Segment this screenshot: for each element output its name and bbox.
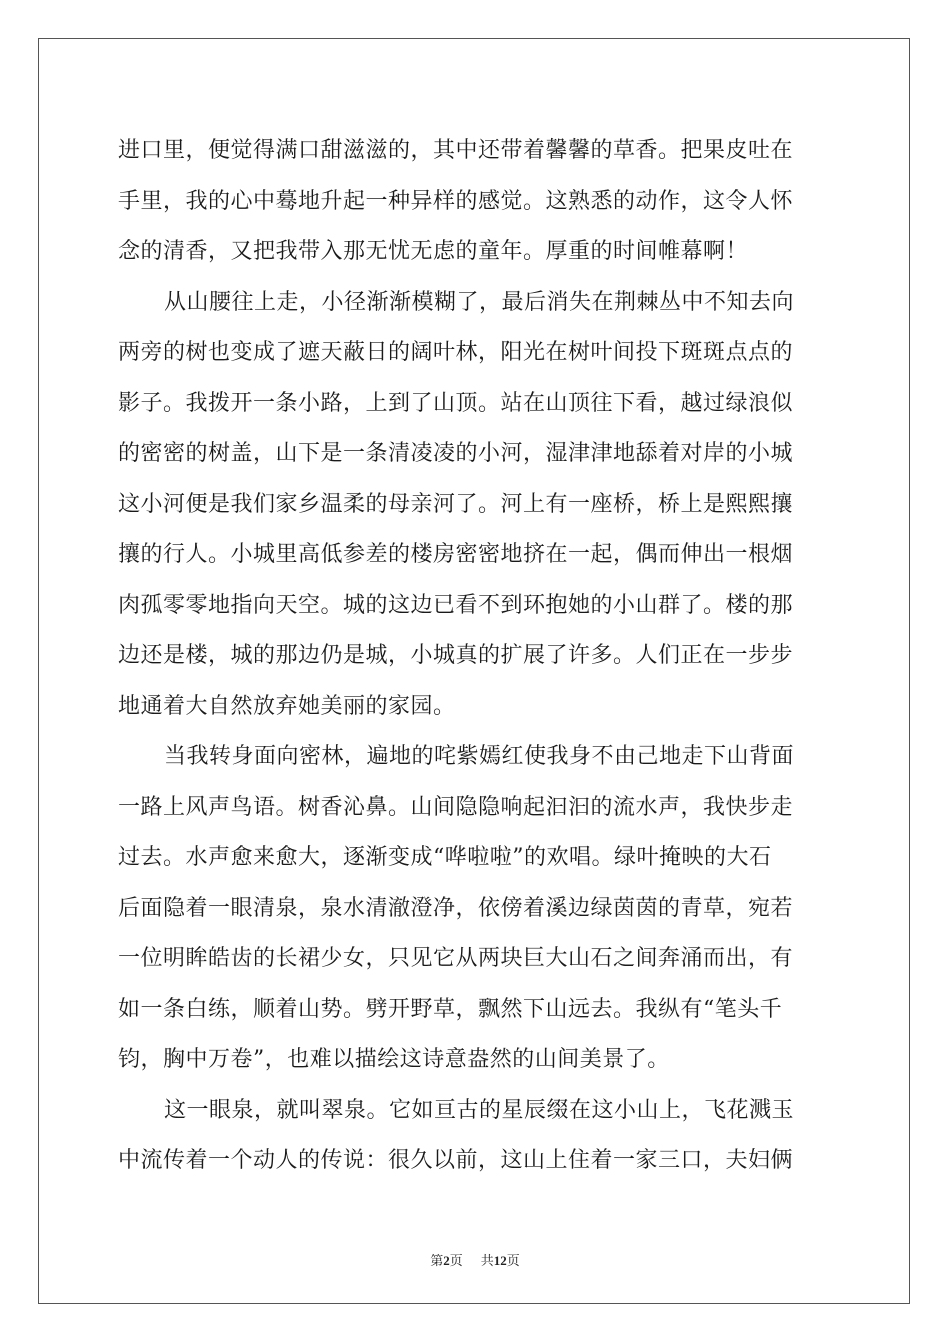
- paragraph-first-line: 从山腰往上走，小径渐渐模糊了，最后消失在荆棘丛中不知去向: [164, 289, 795, 315]
- text-line: 边还是楼，城的那边仍是城，小城真的扩展了许多。人们正在一步步: [118, 643, 794, 668]
- paragraph-first-line: 这一眼泉，就叫翠泉。它如亘古的星辰缀在这小山上，飞花溅玉: [164, 1097, 795, 1123]
- text-line: 两旁的树也变成了遮天蔽日的阔叶林，阳光在树叶间投下斑斑点点的: [118, 340, 794, 365]
- text-line: 这小河便是我们家乡温柔的母亲河了。河上有一座桥，桥上是熙熙攘: [118, 491, 794, 517]
- text-line: 过去。水声愈来愈大，逐渐变成“哗啦啦”的欢唱。绿叶掩映的大石: [118, 845, 772, 870]
- total-suffix: 页: [506, 1253, 520, 1268]
- text-line: 一路上风声鸟语。树香沁鼻。山间隐隐响起汩汩的流水声，我快步走: [118, 794, 794, 820]
- page-footer: [0, 1250, 950, 1269]
- text-line: 的密密的树盖，山下是一条清凌凌的小河，湿津津地舔着对岸的小城: [118, 441, 794, 466]
- text-line: 中流传着一个动人的传说：很久以前，这山上住着一家三口，夫妇俩: [118, 1148, 794, 1173]
- page-number: 2: [443, 1253, 450, 1268]
- paragraph-first-line: 当我转身面向密林，遍地的咤紫嫣红使我身不由己地走下山背面: [164, 744, 795, 769]
- text-line: 如一条白练，顺着山势。劈开野草，飘然下山远去。我纵有“笔头千: [118, 996, 783, 1022]
- text-line: 攘的行人。小城里高低参差的楼房密密地挤在一起，偶而伸出一根烟: [118, 542, 794, 567]
- page-prefix: 第: [430, 1253, 444, 1268]
- text-line: 手里，我的心中蓦地升起一种异样的感觉。这熟悉的动作，这令人怀: [118, 188, 794, 214]
- text-line: 念的清香，又把我带入那无忧无虑的童年。厚重的时间帷幕啊！: [118, 239, 749, 264]
- page-suffix: 页: [449, 1253, 463, 1268]
- text-line: 后面隐着一眼清泉，泉水清澈澄净，依傍着溪边绿茵茵的青草，宛若: [118, 895, 794, 921]
- text-line: 地通着大自然放弃她美丽的家园。: [118, 693, 456, 719]
- text-line: 肉孤零零地指向天空。城的这边已看不到环抱她的小山群了。楼的那: [118, 592, 794, 618]
- text-line: 影子。我拨开一条小路，上到了山顶。站在山顶往下看，越过绿浪似: [118, 390, 794, 416]
- text-line: 进口里，便觉得满口甜滋滋的，其中还带着馨馨的草香。把果皮吐在: [118, 138, 794, 163]
- total-prefix: 共: [480, 1253, 494, 1268]
- document-body: [118, 126, 834, 1187]
- total-pages: 12: [493, 1253, 507, 1268]
- text-line: 一位明眸皓齿的长裙少女，只见它从两块巨大山石之间奔涌而出，有: [118, 946, 794, 971]
- text-line: 钧，胸中万卷”，也难以描绘这诗意盎然的山间美景了。: [118, 1047, 670, 1072]
